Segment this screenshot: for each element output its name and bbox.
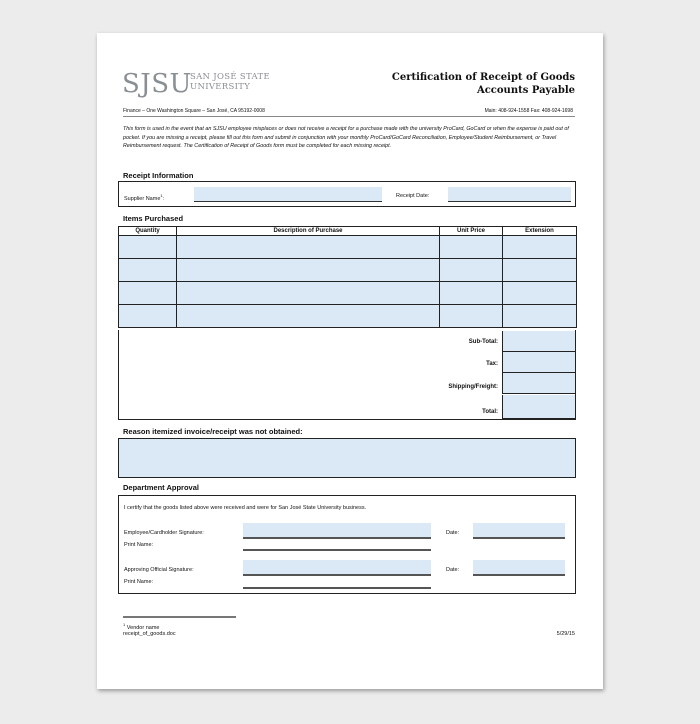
footer-filename: receipt_of_goods.doc bbox=[123, 631, 176, 637]
table-row bbox=[119, 282, 577, 305]
official-signature-line bbox=[243, 574, 431, 576]
reason-input[interactable] bbox=[119, 439, 575, 477]
footnote-separator bbox=[123, 616, 236, 618]
col-description: Description of Purchase bbox=[177, 227, 440, 236]
unit-price-input[interactable] bbox=[440, 305, 503, 328]
extension-input[interactable] bbox=[503, 259, 577, 282]
tax-input[interactable] bbox=[502, 352, 575, 373]
quantity-input[interactable] bbox=[119, 236, 177, 259]
extension-input[interactable] bbox=[503, 305, 577, 328]
unit-price-input[interactable] bbox=[440, 236, 503, 259]
date-line-1 bbox=[473, 537, 565, 539]
description-input[interactable] bbox=[177, 305, 440, 328]
total-input[interactable] bbox=[502, 395, 575, 419]
subtotal-label: Sub-Total: bbox=[468, 339, 498, 345]
approval-heading: Department Approval bbox=[123, 483, 199, 492]
items-table bbox=[118, 226, 577, 328]
print-name-label-1: Print Name: bbox=[124, 542, 154, 548]
office-contact: Main: 408-924-1558 Fax: 408-924-1698 bbox=[484, 108, 573, 114]
university-name bbox=[190, 72, 270, 92]
footnote-text: Vendor name bbox=[126, 624, 160, 631]
form-title-line1: Certification of Receipt of Goods bbox=[391, 72, 575, 83]
certify-statement: I certify that the goods listed above were received and were for San José State University business. bbox=[124, 505, 367, 511]
form-title bbox=[392, 71, 575, 97]
description-input[interactable] bbox=[177, 282, 440, 305]
footer-date: 5/29/15 bbox=[556, 631, 575, 637]
table-row bbox=[119, 305, 577, 328]
shipping-input[interactable] bbox=[502, 373, 575, 394]
footnote-number: 1 bbox=[123, 622, 126, 627]
quantity-input[interactable] bbox=[119, 282, 177, 305]
university-name-line1: SAN JOSÉ STATE bbox=[190, 72, 270, 82]
receipt-date-input[interactable] bbox=[448, 187, 571, 202]
official-signature-input[interactable] bbox=[243, 560, 431, 574]
form-title-line2: Accounts Payable bbox=[476, 85, 575, 96]
supplier-name-footnote-ref: 1 bbox=[160, 193, 163, 198]
print-name-line-2[interactable] bbox=[243, 587, 431, 589]
table-row bbox=[119, 259, 577, 282]
date-line-2 bbox=[473, 574, 565, 576]
shipping-label: Shipping/Freight: bbox=[448, 384, 498, 390]
date-label-1: Date: bbox=[446, 530, 460, 536]
supplier-name-colon: : bbox=[162, 195, 165, 202]
items-header-row bbox=[119, 227, 577, 236]
official-signature-label: Approving Official Signature: bbox=[124, 567, 194, 573]
reason-heading: Reason itemized invoice/receipt was not obtained: bbox=[123, 427, 303, 436]
office-address: Finance – One Washington Square – San José, CA 95192-0008 bbox=[123, 108, 265, 114]
employee-signature-input[interactable] bbox=[243, 523, 431, 537]
date-label-2: Date: bbox=[446, 567, 460, 573]
tax-label: Tax: bbox=[486, 361, 498, 367]
receipt-info-heading: Receipt Information bbox=[123, 171, 194, 180]
col-quantity: Quantity bbox=[119, 227, 177, 236]
employee-signature-label: Employee/Cardholder Signature: bbox=[124, 530, 204, 536]
footnote bbox=[123, 622, 159, 631]
col-unit-price: Unit Price bbox=[440, 227, 503, 236]
receipt-date-label: Receipt Date: bbox=[396, 193, 430, 199]
employee-signature-line bbox=[243, 537, 431, 539]
sjsu-logo: SJSU bbox=[122, 69, 192, 99]
items-heading: Items Purchased bbox=[123, 214, 184, 223]
date-input-1[interactable] bbox=[473, 523, 565, 537]
document-page bbox=[97, 33, 603, 689]
unit-price-input[interactable] bbox=[440, 259, 503, 282]
extension-input[interactable] bbox=[503, 236, 577, 259]
unit-price-input[interactable] bbox=[440, 282, 503, 305]
extension-input[interactable] bbox=[503, 282, 577, 305]
supplier-name-input[interactable] bbox=[194, 187, 382, 202]
col-extension: Extension bbox=[503, 227, 577, 236]
date-input-2[interactable] bbox=[473, 560, 565, 574]
header-divider bbox=[123, 116, 575, 117]
print-name-label-2: Print Name: bbox=[124, 579, 154, 585]
intro-text: This form is used in the event that an SJSU employee misplaces or does not receive a receipt for a purchase made with the university ProCard, GoCard or when the expense is paid out of pocket. If you are missing a receipt, please fill out this form and submit in conjunction with your monthly ProCard/GoCard Reconciliation, Employee/Student Reimbursement, or Travel Reimbursement request. The Certification of Receipt of Goods form must be completed for each missing receipt. bbox=[123, 126, 569, 150]
quantity-input[interactable] bbox=[119, 305, 177, 328]
university-name-line2: UNIVERSITY bbox=[190, 82, 251, 92]
supplier-name-label bbox=[124, 193, 164, 202]
quantity-input[interactable] bbox=[119, 259, 177, 282]
description-input[interactable] bbox=[177, 259, 440, 282]
description-input[interactable] bbox=[177, 236, 440, 259]
print-name-line-1[interactable] bbox=[243, 549, 431, 551]
total-label: Total: bbox=[482, 409, 498, 415]
supplier-name-text: Supplier Name bbox=[124, 195, 161, 202]
table-row bbox=[119, 236, 577, 259]
subtotal-input[interactable] bbox=[502, 331, 575, 352]
